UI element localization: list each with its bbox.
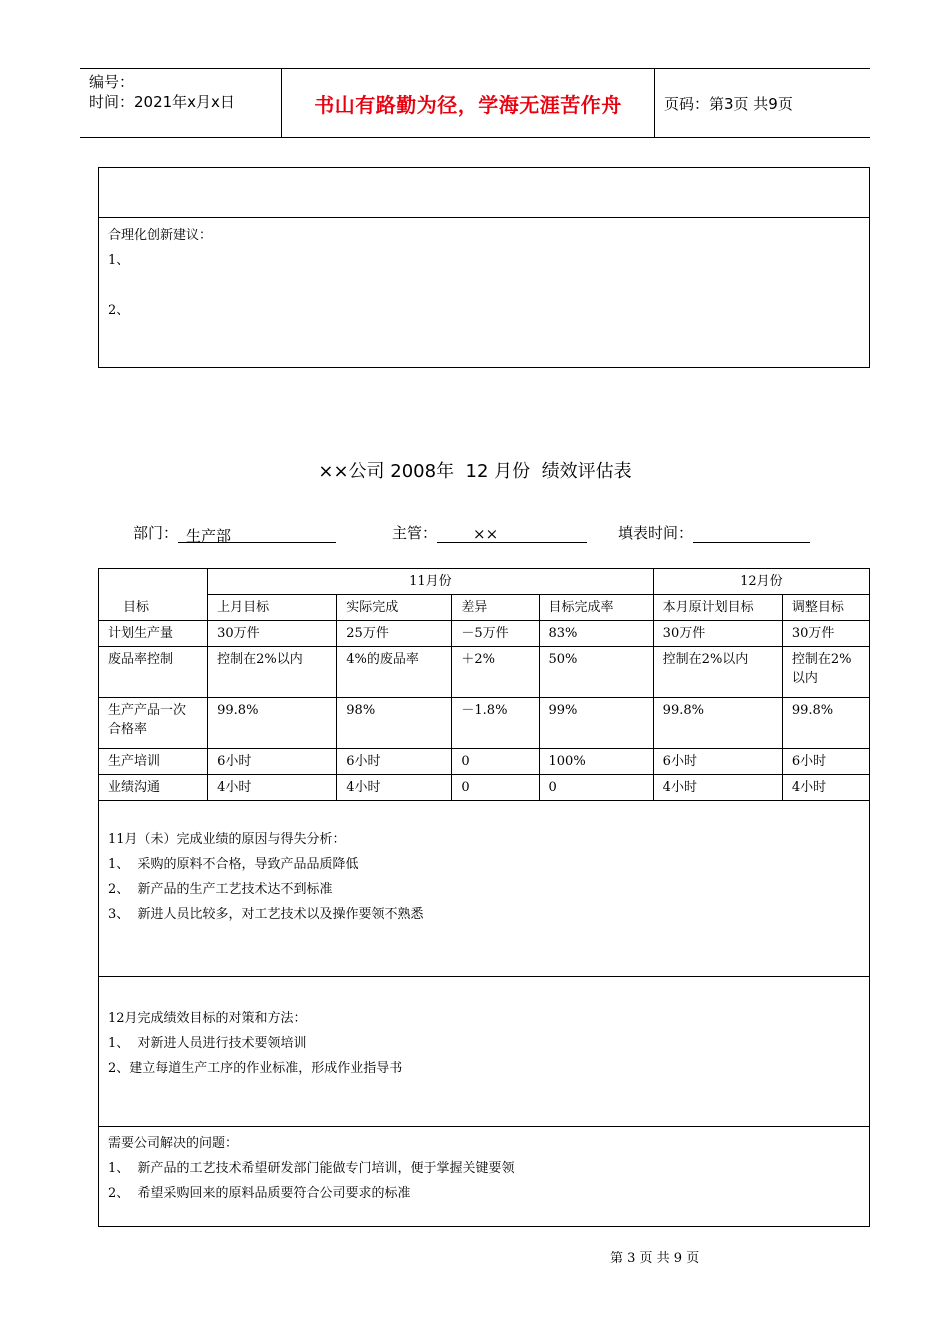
table-row — [99, 749, 870, 775]
dept-label: 部门： — [133, 524, 179, 542]
header-page-info: 页码：第3页 共9页 — [664, 95, 793, 113]
column-header: 实际完成 — [337, 595, 452, 621]
table-cell: 30万件 — [208, 621, 337, 647]
header-meta — [89, 72, 235, 112]
header-motto: 书山有路勤为径，学海无涯苦作舟 — [314, 92, 622, 117]
issues-title: 需要公司解决的问题： — [108, 1136, 239, 1151]
row-label: 废品率控制 — [99, 647, 208, 698]
dept-field — [133, 522, 336, 543]
table-cell: 4小时 — [653, 775, 782, 801]
page-footer: 第 3 页 共 9 页 — [610, 1251, 700, 1266]
table-cell: 0 — [539, 775, 653, 801]
row-label: 业绩沟通 — [99, 775, 208, 801]
measures-title: 12月完成绩效目标的对策和方法： — [108, 1011, 307, 1026]
row-label: 计划生产量 — [99, 621, 208, 647]
issues-section — [98, 1127, 870, 1227]
suggestion-item: 2、 — [108, 303, 130, 318]
suggestion-title: 合理化创新建议： — [108, 228, 213, 243]
column-header: 差异 — [452, 595, 539, 621]
performance-table — [98, 568, 870, 801]
dept-value: 生产部 — [186, 527, 232, 545]
fill-time-label: 填表时间： — [618, 524, 694, 542]
table-cell: 99.8% — [208, 698, 337, 749]
table-cell: 0 — [452, 749, 539, 775]
column-header: 上月目标 — [208, 595, 337, 621]
doc-number: 编号： — [89, 73, 135, 91]
measures-item: 2、建立每道生产工序的作业标准，形成作业指导书 — [108, 1061, 403, 1076]
table-cell: －1.8% — [452, 698, 539, 749]
supervisor-value-line — [437, 525, 587, 543]
supervisor-label: 主管： — [392, 524, 438, 542]
column-header: 本月原计划目标 — [653, 595, 782, 621]
table-cell: 99% — [539, 698, 653, 749]
table-row — [99, 621, 870, 647]
table-cell: ＋2% — [452, 647, 539, 698]
column-header: 目标完成率 — [539, 595, 653, 621]
page-header — [80, 68, 870, 138]
table-row — [99, 647, 870, 698]
fill-time-field — [618, 522, 810, 543]
table-cell: 控制在2%以内 — [782, 647, 869, 698]
supervisor-value: ×× — [473, 525, 499, 543]
group-header-nov: 11月份 — [208, 569, 654, 595]
table-row — [99, 698, 870, 749]
table-cell: 99.8% — [653, 698, 782, 749]
table-cell: 4小时 — [782, 775, 869, 801]
fill-time-line — [693, 525, 810, 543]
analysis-item: 1、 采购的原料不合格，导致产品品质降低 — [108, 857, 359, 872]
measures-item: 1、 对新进人员进行技术要领培训 — [108, 1036, 307, 1051]
table-cell: 98% — [337, 698, 452, 749]
table-cell: 30万件 — [782, 621, 869, 647]
table-cell: 99.8% — [782, 698, 869, 749]
supervisor-field — [392, 522, 587, 543]
analysis-title: 11月（未）完成业绩的原因与得失分析： — [108, 832, 346, 847]
column-header: 调整目标 — [782, 595, 869, 621]
dept-value-line — [178, 525, 336, 543]
table-cell: 83% — [539, 621, 653, 647]
row-label: 生产产品一次合格率 — [99, 698, 208, 749]
table-cell: 控制在2%以内 — [653, 647, 782, 698]
table-cell: 6小时 — [782, 749, 869, 775]
form-title: ××公司 2008年 12 月份 绩效评估表 — [318, 461, 632, 482]
row-label: 生产培训 — [99, 749, 208, 775]
table-cell: 50% — [539, 647, 653, 698]
analysis-item: 2、 新产品的生产工艺技术达不到标准 — [108, 882, 333, 897]
table-cell: 100% — [539, 749, 653, 775]
table-cell: 6小时 — [208, 749, 337, 775]
measures-section — [98, 977, 870, 1127]
group-header-dec: 12月份 — [653, 569, 869, 595]
suggestion-box — [98, 167, 870, 368]
table-cell: －5万件 — [452, 621, 539, 647]
header-divider — [654, 69, 655, 137]
table-cell: 4%的废品率 — [337, 647, 452, 698]
box-divider — [99, 217, 869, 218]
table-cell: 6小时 — [337, 749, 452, 775]
table-header-row — [99, 569, 870, 595]
suggestion-item: 1、 — [108, 253, 130, 268]
table-header-row — [99, 595, 870, 621]
analysis-section — [98, 797, 870, 977]
doc-time: 时间：2021年x月x日 — [89, 93, 235, 111]
table-cell: 0 — [452, 775, 539, 801]
table-cell: 4小时 — [337, 775, 452, 801]
issues-item: 2、 希望采购回来的原料品质要符合公司要求的标准 — [108, 1186, 411, 1201]
table-cell: 控制在2%以内 — [208, 647, 337, 698]
row-header-cell: 目标 — [99, 569, 208, 621]
table-cell: 30万件 — [653, 621, 782, 647]
analysis-item: 3、 新进人员比较多，对工艺技术以及操作要领不熟悉 — [108, 907, 424, 922]
issues-item: 1、 新产品的工艺技术希望研发部门能做专门培训，便于掌握关键要领 — [108, 1161, 515, 1176]
table-cell: 6小时 — [653, 749, 782, 775]
table-cell: 4小时 — [208, 775, 337, 801]
table-cell: 25万件 — [337, 621, 452, 647]
